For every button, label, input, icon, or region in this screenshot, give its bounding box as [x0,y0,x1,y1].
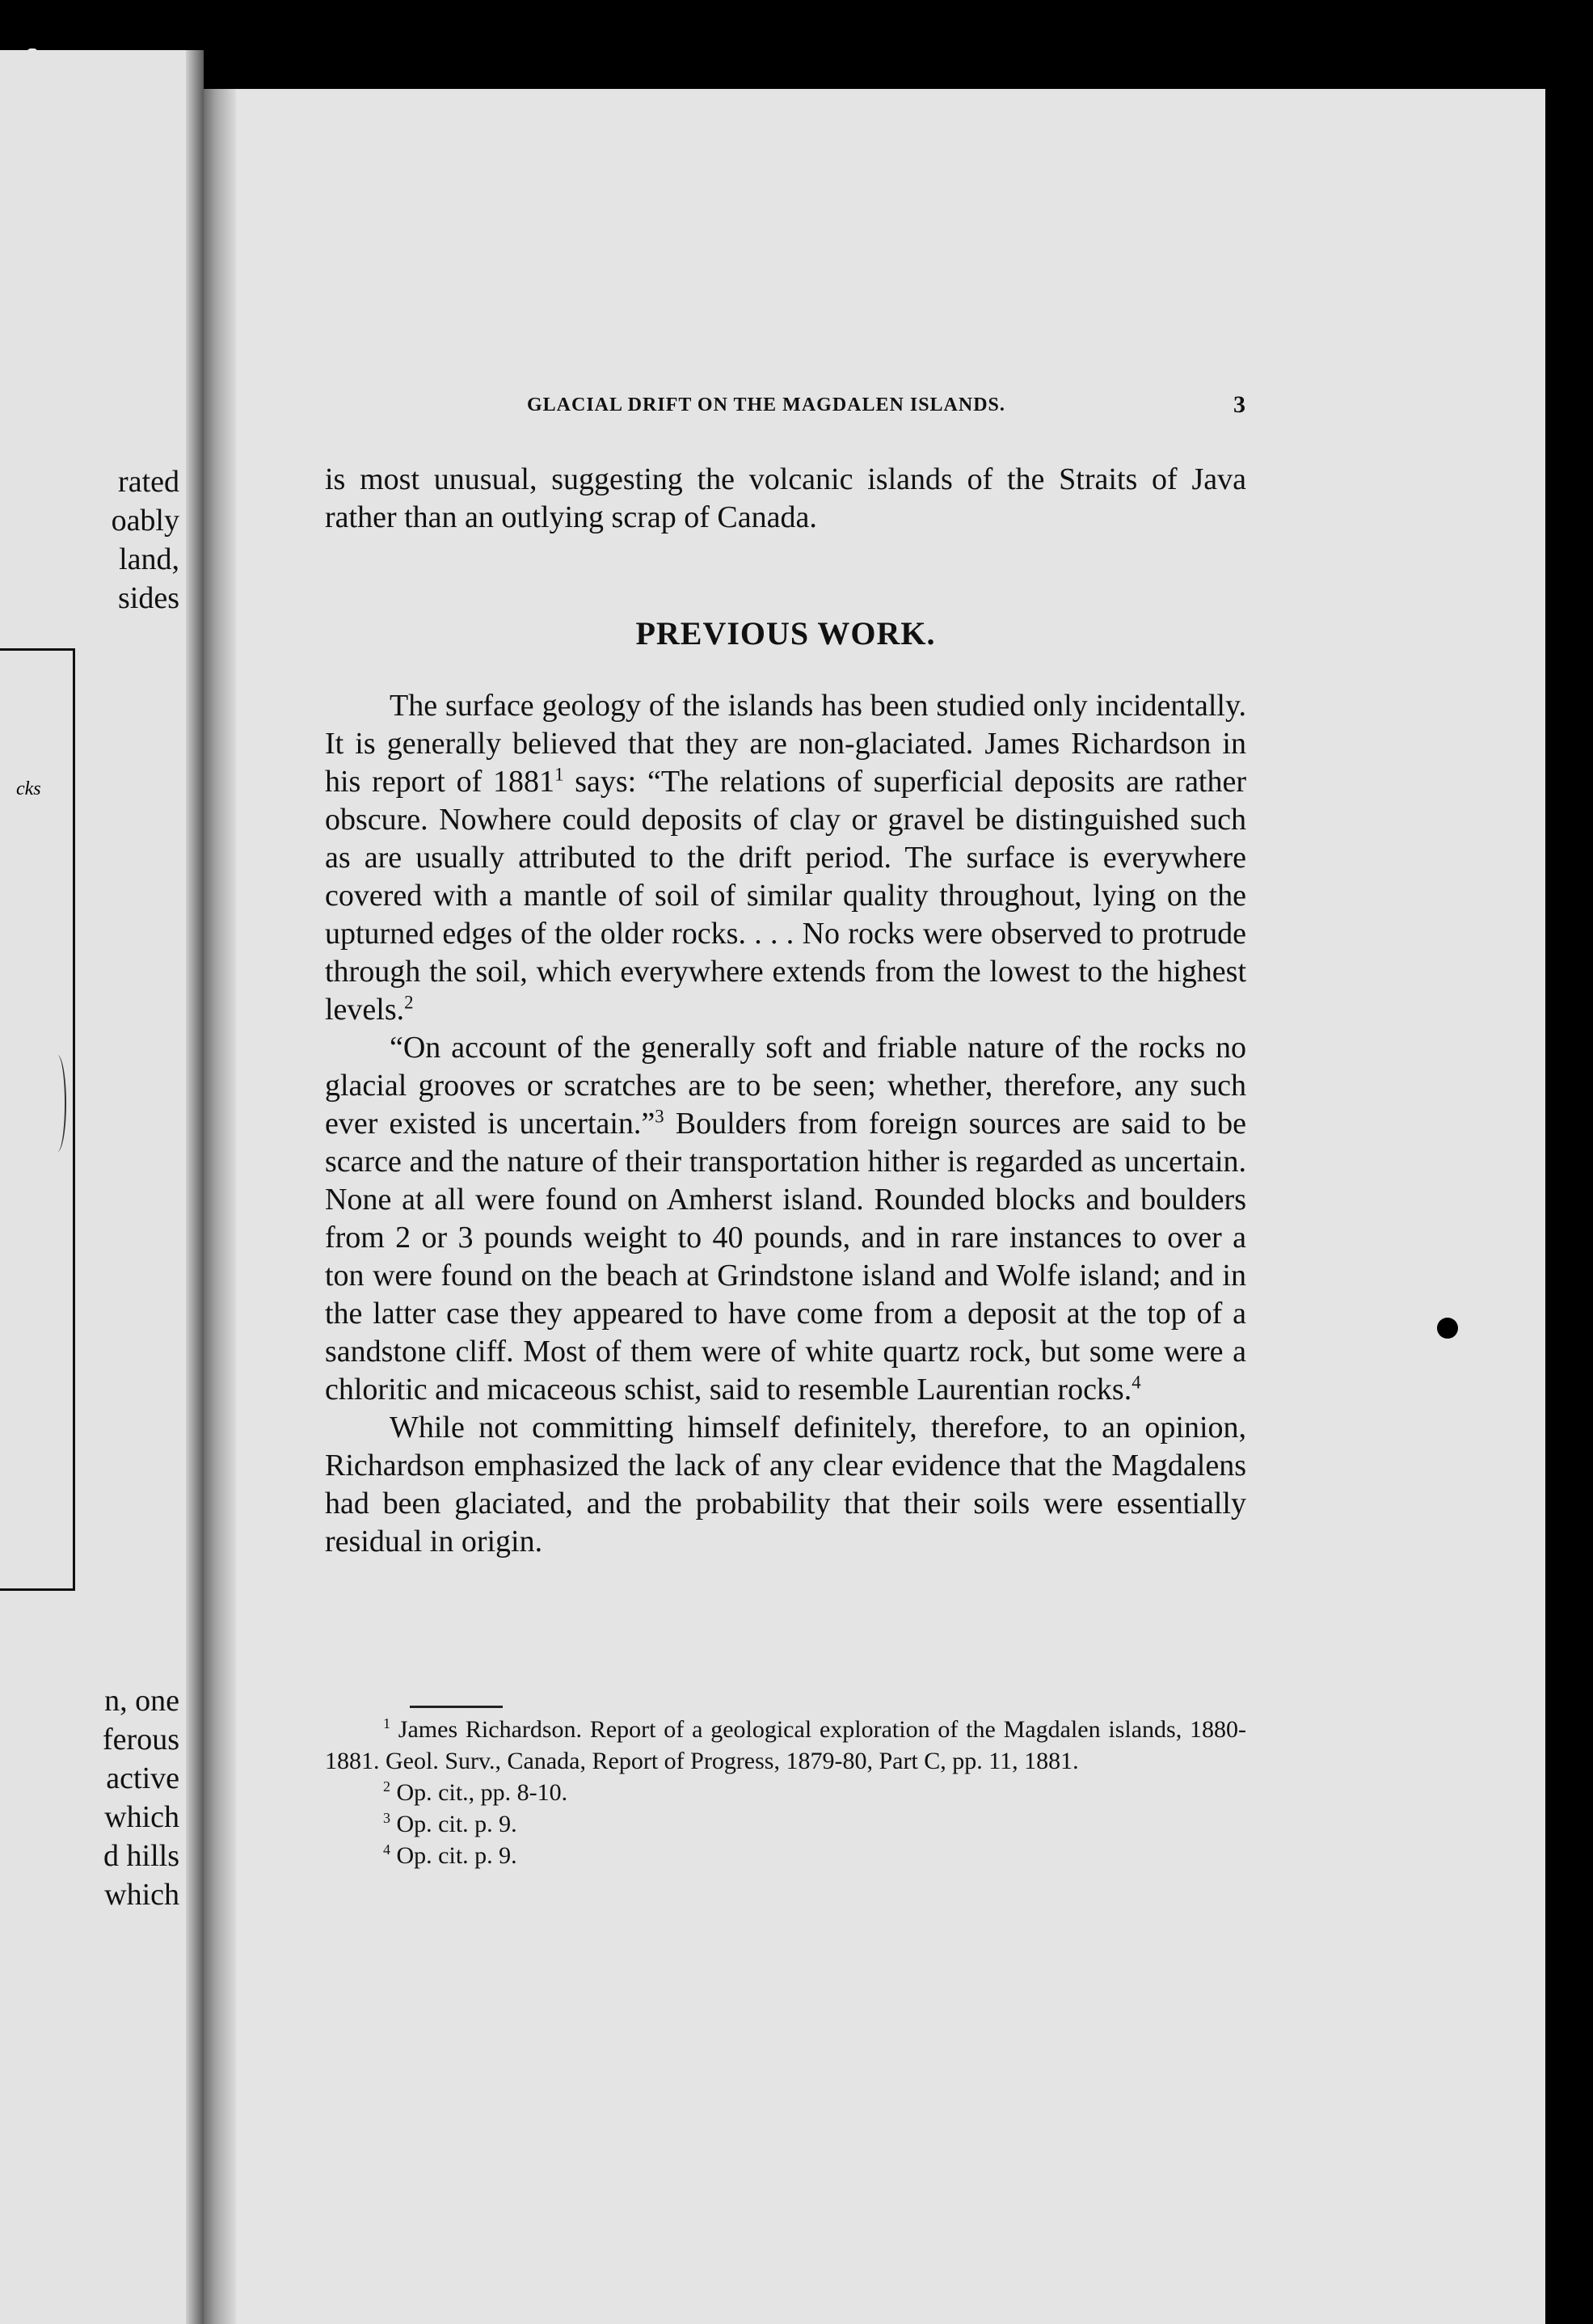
footnote-ref-4: 4 [1132,1372,1141,1393]
document-page [204,89,1545,2324]
left-page-line: sides [118,581,179,615]
running-head [325,391,1246,427]
binding-gutter [204,89,236,2324]
left-page-line: oably [111,504,179,538]
footnote-mark: 1 [383,1715,390,1731]
footnote-text: Op. cit. p. 9. [390,1811,517,1837]
paragraph-1-text-b: says: “The relations of superficial deposits are rather obscure. Nowhere could deposits of clay or gravel be distinguished such as are usually attributed to the drift period. The surface is everywhere covered with a mantle of soil of similar quality throughout, lying on the upturned edges of the older rocks. . . . No rocks were observed to protrude through the soil, which everywhere extends from the lowest to the highest levels. [325,765,1247,1027]
page-edge-shadow [186,50,204,2324]
left-page-line: n, one [104,1684,179,1718]
footnote-1 [325,1714,1246,1777]
footnote-ref-2: 2 [404,992,414,1013]
footnote-text: Op. cit. p. 9. [390,1842,517,1869]
paragraph-3: While not committing himself definitely, therefore, to an opinion, Richardson emphasized the lack of any clear evidence that the Magdalens had been glaciated, and the probability that their soils were essentially residual in origin. [325,1411,1246,1558]
footnote-3 [325,1808,1246,1840]
section-body [325,687,1246,1561]
left-page-figure-frame [0,648,75,1591]
footnote-mark: 3 [383,1810,390,1826]
left-page-line: which [104,1878,179,1912]
main-text [325,461,1246,537]
footnote-mark: 4 [383,1841,390,1858]
section [325,614,1246,652]
paragraph-1 [325,687,1246,1029]
footnote-text: James Richardson. Report of a geological exploration of the Magdalen islands, 1880-1881. Geol. Surv., Canada, Report of Progress, 1879-80, Part C, pp. 11, 1881. [325,1716,1246,1774]
footnote-2 [325,1777,1246,1808]
opening-paragraph: is most unusual, suggesting the volcanic islands of the Straits of Java rather than an outlying scrap of Canada. [325,462,1246,534]
footnote-ref-1: 1 [554,764,564,785]
footnotes [325,1714,1246,1871]
section-heading: PREVIOUS WORK. [635,615,936,652]
footnote-rule [410,1706,503,1708]
scan-dot-mark [1437,1318,1458,1339]
scan-border-right [1545,89,1593,2324]
left-page-line: rated [118,465,179,499]
left-page-line: d hills [103,1839,179,1873]
paragraph-1-text-a: The surface geology of the islands has been studied only incidentally. It is generally believed that they are non-glaciated. James Richardson in his report of 1881 [325,689,1246,799]
footnote-text: Op. cit., pp. 8-10. [390,1779,568,1806]
paragraph-2-text-b: Boulders from foreign sources are said to be scarce and the nature of their transportation hither is regarded as uncertain. None at all were found on Amherst island. Rounded blocks and boulders from 2 or 3 pounds weight to 40 pounds, and in rare instances to over a ton were found on the beach at Grindstone island and Wolfe island; and in the latter case they appeared to have come from a deposit at the top of a sandstone cliff. Most of them were of white quartz rock, but some were a chloritic and micaceous schist, said to resemble Laurentian rocks. [325,1107,1246,1407]
running-head-title: GLACIAL DRIFT ON THE MAGDALEN ISLANDS. [527,394,1005,415]
page-number: 3 [1233,391,1246,418]
footnote-mark: 2 [383,1778,390,1795]
left-page-line: ferous [103,1723,179,1757]
paragraph-2 [325,1029,1246,1409]
paragraph-2-text-a: “On account of the generally soft and friable nature of the rocks no glacial grooves or scratches are to be seen; whether, therefore, any such ever existed is uncertain.” [325,1031,1246,1141]
left-page-line: which [104,1800,179,1834]
left-page-line: land, [119,542,179,576]
footnote-4 [325,1840,1246,1871]
footnote-ref-3: 3 [655,1106,664,1127]
figure-caption-fragment: cks [16,778,41,799]
left-page-line: active [106,1761,179,1795]
figure-curve-fragment [48,1055,66,1152]
left-facing-page [0,50,204,2324]
